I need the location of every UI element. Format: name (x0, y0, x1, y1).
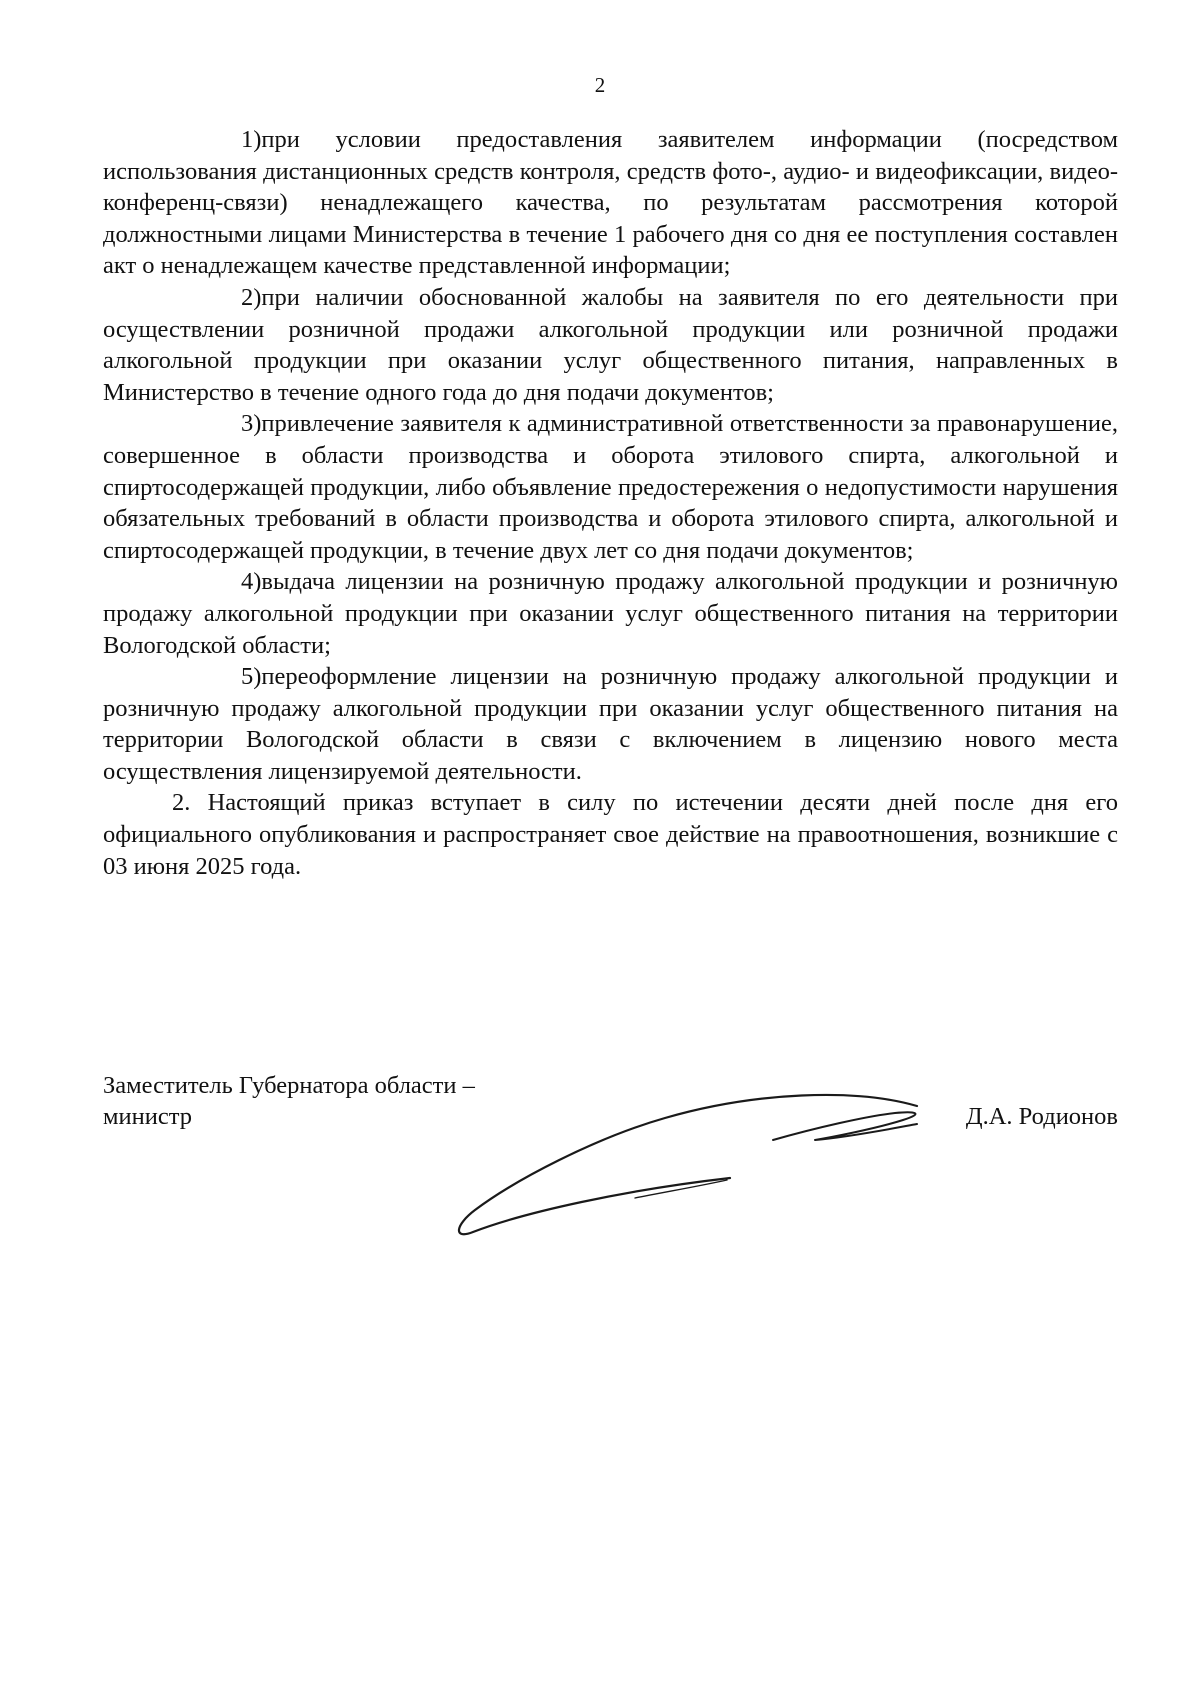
signature-stroke-main (459, 1095, 917, 1234)
list-item-number: 3) (241, 410, 262, 438)
page-number: 2 (594, 73, 606, 97)
list-item-text: при наличии обоснованной жалобы на заявителя по его деятельности при осуществлении розничной продажи алкогольной продукции или розничной продажи алкогольной продукции при оказании услуг общественного питания, направленных в Министерство в течение одного года до дня подачи документов; (103, 283, 1118, 406)
position-line-2: министр (103, 1103, 192, 1130)
list-item-text: выдача лицензии на розничную продажу алкогольной продукции и розничную продажу алкогольной продукции при оказании услуг общественного питания на территории Вологодской области; (103, 568, 1118, 659)
list-item-number: 2) (241, 283, 262, 311)
list-item-3 (103, 408, 1118, 566)
list-item-text: переоформление лицензии на розничную продажу алкогольной продукции и розничную продажу алкогольной продукции при оказании услуг общественного питания на территории Вологодской области в связи с включением в лицензию нового места осуществления лицензируемой деятельности. (103, 663, 1118, 785)
list-item-number: 5) (241, 663, 262, 691)
clause-2-paragraph: 2. Настоящий приказ вступает в силу по истечении десяти дней после дня его официального опубликования и распространяет свое действие на правоотношения, возникшие с 03 июня 2025 года. (103, 789, 1118, 880)
list-item-number: 1) (241, 126, 262, 153)
document-body (103, 124, 1118, 882)
list-item-1 (103, 124, 1118, 282)
position-line-1: Заместитель Губернатора области – (103, 1072, 475, 1099)
signatory-name: Д.А. Родионов (965, 1103, 1118, 1130)
handwritten-signature (455, 1080, 935, 1260)
list-item-2 (103, 282, 1118, 408)
list-item-text: при условии предоставления заявителем информации (посредством использования дистанционных средств контроля, средств фото-, аудио- и видеофиксации, видео-конференц-связи) ненадлежащего качества, по результатам рассмотрения которой должностными лицами Министерства в течение 1 рабочего дня со дня ее поступления составлен акт о ненадлежащем качестве представленной информации; (103, 126, 1118, 280)
signature-stroke-loop (773, 1112, 917, 1140)
list-item-number: 4) (241, 568, 262, 596)
list-item-4 (103, 566, 1118, 661)
list-item-text: привлечение заявителя к административной ответственности за правонарушение, совершенное в области производства и оборота этилового спирта, алкогольной и спиртосодержащей продукции, либо объявление предостережения о недопустимости нарушения обязательных требований в области производства и оборота этилового спирта, алкогольной и спиртосодержащей продукции, в течение двух лет со дня подачи документов; (103, 410, 1118, 564)
list-item-5 (103, 661, 1118, 787)
